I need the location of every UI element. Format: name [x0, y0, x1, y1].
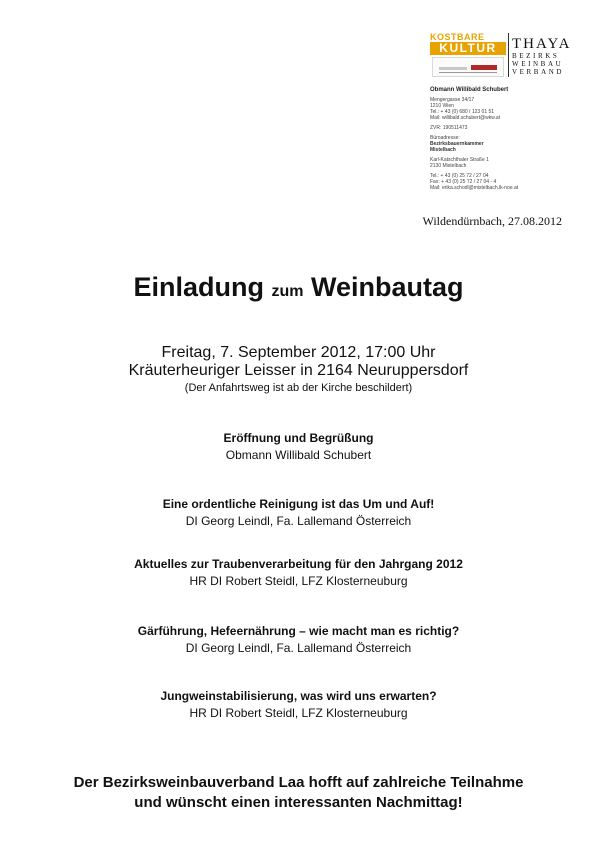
program-item-title: Eröffnung und Begrüßung: [223, 431, 374, 445]
closing-line-1: Der Bezirksweinbauverband Laa hofft auf zahlreiche Teilnahme: [73, 774, 524, 791]
office-label: Büroadresse:: [430, 135, 460, 141]
event-note: (Der Anfahrtsweg ist ab der Kirche beschildert): [184, 382, 413, 394]
office-name1: Bezirksbauernkammer: [430, 141, 484, 147]
office-name2: Mistelbach: [430, 147, 456, 153]
office-tel: Tel.: + 43 (0) 25 72 / 27 04: [430, 173, 489, 179]
program-item-speaker: Obmann Willibald Schubert: [225, 448, 372, 462]
obmann-name: Obmann Willibald Schubert: [430, 87, 509, 93]
title-einladung: Einladung: [133, 272, 264, 302]
program-item-title: Jungweinstabilisierung, was wird uns erwarten?: [160, 689, 437, 703]
office-city: 2130 Mistelbach: [430, 163, 467, 169]
bezirks-text: BEZIRKS: [512, 52, 560, 60]
program-item-speaker: DI Georg Leindl, Fa. Lallemand Österreich: [185, 514, 412, 528]
zvr: ZVR: 190511473: [430, 125, 468, 131]
office-mail: Mail: erika.schodl@mistelbach.lk-noe.at: [430, 185, 519, 191]
street: Mengergasse 34/17: [430, 97, 475, 103]
title-weinbautag: Weinbautag: [311, 272, 464, 302]
office-fax: Fax: + 43 (0) 25 72 / 27 04 - 4: [430, 179, 497, 185]
tel: Tel.: + 43 (0) 680 / 123 01 51: [430, 109, 495, 115]
program-item-title: Eine ordentliche Reinigung ist das Um und Auf!: [162, 497, 435, 511]
letterhead-address: [430, 87, 580, 191]
logo-wine-press-image: [432, 57, 504, 77]
logo-divider: [508, 33, 509, 77]
event-date: Freitag, 7. September 2012, 17:00 Uhr: [161, 344, 436, 361]
letter-date: Wildendürnbach, 27.08.2012: [422, 214, 562, 228]
event-place: Kräuterheuriger Leisser in 2164 Neuruppersdorf: [128, 362, 469, 379]
logo-kultur-text: KULTUR: [430, 42, 506, 55]
program-item-title: Gärführung, Hefeernährung – wie macht man es richtig?: [137, 624, 460, 638]
verband-text: VERBAND: [512, 68, 565, 76]
program-item-speaker: DI Georg Leindl, Fa. Lallemand Österreich: [185, 641, 412, 655]
page-title: [0, 272, 597, 303]
weinbau-text: WEINBAU: [512, 60, 564, 68]
kostbare-kultur-logo: [430, 33, 506, 77]
program-item-speaker: HR DI Robert Steidl, LFZ Klosterneuburg: [189, 574, 408, 588]
closing-line-2: und wünscht einen interessanten Nachmittag!: [134, 794, 463, 811]
program-item-speaker: HR DI Robert Steidl, LFZ Klosterneuburg: [189, 706, 408, 720]
logo-kostbare-text: KOSTBARE: [430, 33, 506, 42]
title-zum: zum: [271, 283, 304, 300]
program-item-title: Aktuelles zur Traubenverarbeitung für den Jahrgang 2012: [134, 557, 463, 571]
city: 1210 Wien: [430, 103, 454, 109]
closing-message: [0, 773, 597, 813]
office-street: Karl-Katschthaler Straße 1: [430, 157, 489, 163]
thaya-text: THAYA: [512, 36, 572, 52]
mail: Mail: willibald.schubert@wkw.at: [430, 115, 501, 121]
thaya-logo: [512, 37, 571, 76]
